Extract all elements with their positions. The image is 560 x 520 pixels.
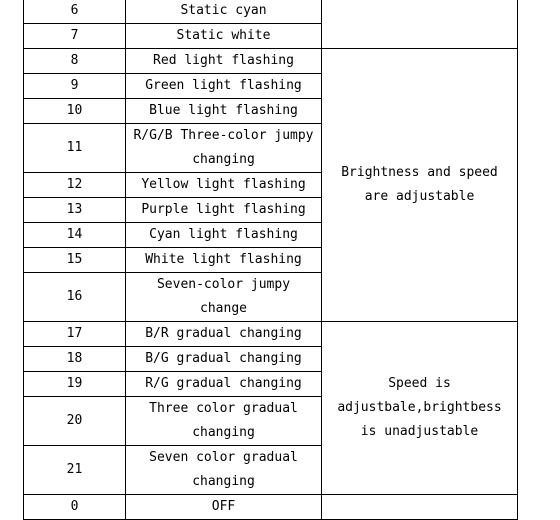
- mode-number: 19: [24, 372, 126, 397]
- mode-number: 20: [24, 397, 126, 446]
- mode-number: 13: [24, 198, 126, 223]
- mode-number: 14: [24, 223, 126, 248]
- mode-name: Static cyan: [126, 0, 322, 24]
- table-row: [24, 322, 518, 347]
- note-gradual: Speed is adjustbale,brightbess is unadjustable: [322, 322, 518, 495]
- table-row: [24, 49, 518, 74]
- mode-name: Seven-color jumpy change: [126, 273, 322, 322]
- mode-name: Yellow light flashing: [126, 173, 322, 198]
- mode-name: R/G/B Three-color jumpy changing: [126, 124, 322, 173]
- mode-name: Seven color gradual changing: [126, 446, 322, 495]
- mode-name: Three color gradual changing: [126, 397, 322, 446]
- mode-number: 12: [24, 173, 126, 198]
- mode-number: 7: [24, 24, 126, 49]
- mode-name: Purple light flashing: [126, 198, 322, 223]
- mode-number: 11: [24, 124, 126, 173]
- mode-name: Green light flashing: [126, 74, 322, 99]
- mode-name: White light flashing: [126, 248, 322, 273]
- mode-name: B/G gradual changing: [126, 347, 322, 372]
- mode-number: 10: [24, 99, 126, 124]
- mode-name: R/G gradual changing: [126, 372, 322, 397]
- lighting-modes-table: [23, 0, 518, 520]
- mode-number: 8: [24, 49, 126, 74]
- mode-name: Cyan light flashing: [126, 223, 322, 248]
- mode-number: 16: [24, 273, 126, 322]
- mode-number: 0: [24, 495, 126, 520]
- mode-name: Red light flashing: [126, 49, 322, 74]
- table-row: [24, 0, 518, 24]
- note-static: [322, 0, 518, 49]
- mode-number: 9: [24, 74, 126, 99]
- mode-number: 6: [24, 0, 126, 24]
- note-flashing: Brightness and speed are adjustable: [322, 49, 518, 322]
- mode-name: Blue light flashing: [126, 99, 322, 124]
- mode-number: 17: [24, 322, 126, 347]
- mode-number: 21: [24, 446, 126, 495]
- mode-number: 15: [24, 248, 126, 273]
- mode-name: OFF: [126, 495, 322, 520]
- mode-number: 18: [24, 347, 126, 372]
- mode-name: Static white: [126, 24, 322, 49]
- mode-name: B/R gradual changing: [126, 322, 322, 347]
